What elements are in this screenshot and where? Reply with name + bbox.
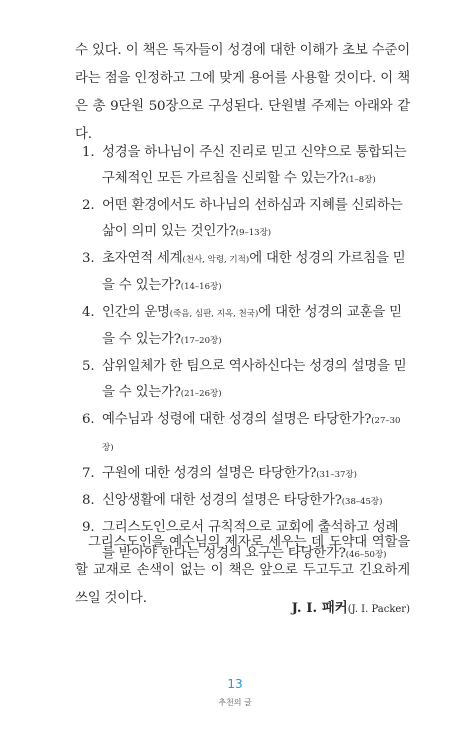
chapter-range: (27–30장) xyxy=(102,416,401,453)
chapter-range: (21–26장) xyxy=(180,389,222,399)
chapter-question: 초자연적 세계 xyxy=(102,251,183,266)
chapter-question: 구원에 대한 성경의 설명은 타당한가? xyxy=(102,466,317,481)
chapter-number: 2. xyxy=(82,198,95,213)
chapter-question-note: (천사, 악령, 기적) xyxy=(182,255,250,265)
chapter-number: 5. xyxy=(82,359,95,374)
chapter-number: 8. xyxy=(82,493,95,508)
chapter-range: (9–13장) xyxy=(235,228,272,238)
chapter-item xyxy=(82,140,410,193)
chapter-range: (46–50장) xyxy=(345,550,387,560)
author-signature xyxy=(292,597,410,616)
chapter-range: (14–16장) xyxy=(180,282,222,292)
chapter-item xyxy=(82,461,410,488)
chapter-item xyxy=(82,488,410,515)
author-name: J. I. 패커 xyxy=(291,600,348,616)
chapter-range: (17–20장) xyxy=(180,336,222,346)
chapter-item xyxy=(82,246,410,300)
chapter-number: 3. xyxy=(82,251,95,266)
chapter-list xyxy=(82,140,410,568)
chapter-item xyxy=(82,407,410,461)
chapter-question: 삼위일체가 한 팀으로 역사하신다는 성경의 설명을 믿을 수 있는가? xyxy=(102,359,407,400)
chapter-question: 인간의 운명 xyxy=(102,305,170,320)
chapter-item xyxy=(82,300,410,354)
chapter-question: 그리스도인으로서 규칙적으로 교회에 출석하고 성례를 받아야 한다는 성경의 요구는 타당한가? xyxy=(102,520,399,561)
chapter-question: 신앙생활에 대한 성경의 설명은 타당한가? xyxy=(102,493,342,508)
chapter-item xyxy=(82,193,410,246)
chapter-question: 어떤 환경에서도 하나님의 선하심과 지혜를 신뢰하는 삶이 의미 있는 것인가? xyxy=(102,198,403,239)
chapter-number: 6. xyxy=(82,412,95,427)
chapter-item xyxy=(82,354,410,407)
author-name-english: (J. I. Packer) xyxy=(347,604,410,615)
section-footer: 추천의 글 xyxy=(218,698,252,707)
chapter-range: (1–8장) xyxy=(345,175,376,185)
chapter-question: 성경을 하나님이 주신 진리로 믿고 신약으로 통합되는 구체적인 모든 가르침을 신뢰할 수 있는가? xyxy=(102,145,407,186)
chapter-number: 7. xyxy=(82,466,95,481)
intro-paragraph: 수 있다. 이 책은 독자들이 성경에 대한 이해가 초보 수준이라는 점을 인정하고 그에 맞게 용어를 사용할 것이다. 이 책은 총 9단원 50장으로 구성된다. 단원별 주제는 아래와 같다. xyxy=(75,43,410,142)
chapter-number: 9. xyxy=(82,520,95,535)
closing-paragraph: 그리스도인을 예수님의 제자로 세우는 데 도약대 역할을 할 교재로 손색이 없는 이 책은 앞으로 두고두고 긴요하게 쓰일 것이다. xyxy=(75,535,410,606)
chapter-question-note: (죽음, 심판, 지옥, 천국) xyxy=(169,309,259,319)
chapter-number: 1. xyxy=(82,145,95,160)
page-number: 13 xyxy=(227,677,243,691)
chapter-question-rest: 에 대한 성경의 교훈을 믿을 수 있는가? xyxy=(102,305,402,347)
chapter-range: (31–37장) xyxy=(316,470,357,480)
chapter-question: 예수님과 성령에 대한 성경의 설명은 타당한가? xyxy=(102,412,372,427)
chapter-question-rest: 에 대한 성경의 가르침을 믿을 수 있는가? xyxy=(102,251,406,293)
chapter-number: 4. xyxy=(82,305,95,320)
chapter-range: (38–45장) xyxy=(341,497,383,507)
